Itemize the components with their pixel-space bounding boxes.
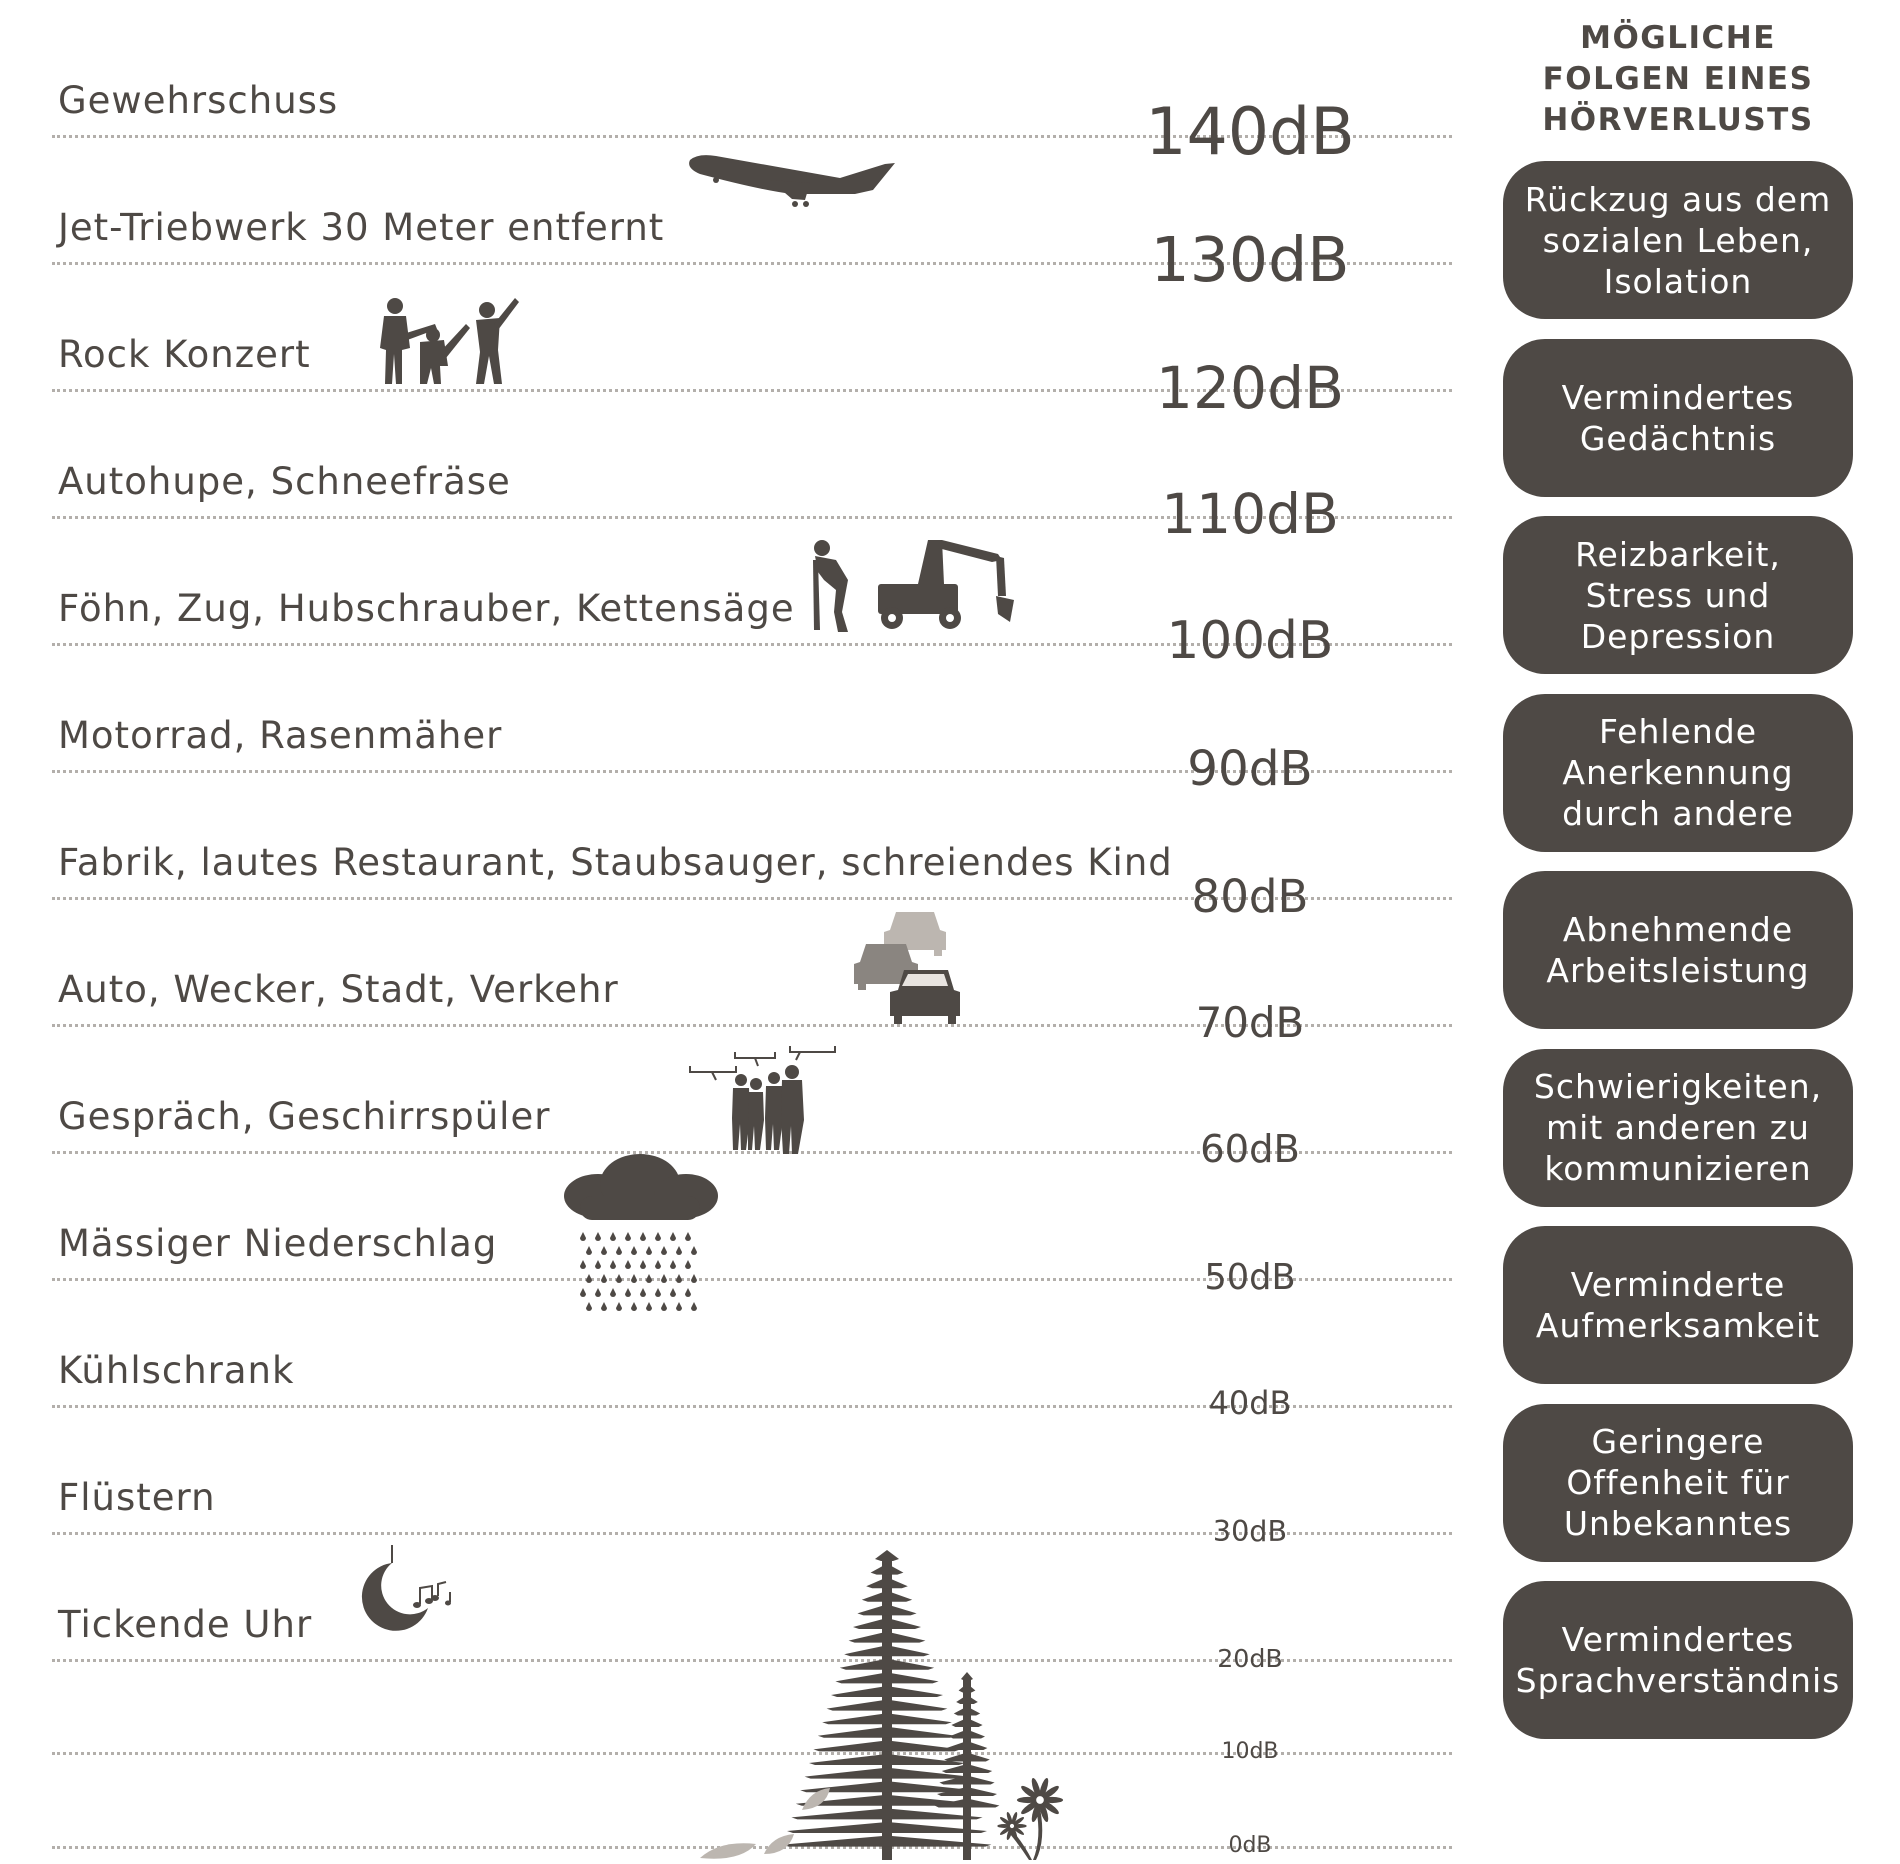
tree-branch	[875, 1550, 899, 1561]
raindrop	[655, 1232, 661, 1241]
tree-branch	[947, 1741, 988, 1750]
raindrop	[595, 1232, 601, 1241]
raindrop	[631, 1274, 637, 1283]
moon-music-icon	[362, 1545, 451, 1631]
noise-source-label: Jet-Triebwerk 30 Meter entfernt	[58, 206, 665, 249]
tree-branch	[822, 1713, 952, 1724]
consequence-box	[1503, 1404, 1853, 1562]
cars-traffic-icon	[854, 912, 960, 1024]
raindrop	[670, 1260, 676, 1269]
tree-branch	[787, 1822, 987, 1833]
raindrop	[580, 1232, 586, 1241]
tree-branch	[949, 1730, 985, 1739]
tree-branch	[857, 1604, 916, 1615]
rock-band-icon	[380, 298, 519, 384]
consequence-box	[1503, 1226, 1853, 1384]
noise-source-label: Motorrad, Rasenmäher	[58, 714, 503, 757]
tree-branch	[818, 1727, 956, 1738]
consequences-title	[1498, 18, 1858, 141]
db-value-label: 0dB	[1228, 1832, 1272, 1858]
noise-source-label: Autohupe, Schneefräse	[58, 460, 511, 503]
db-value-label: 60dB	[1200, 1126, 1300, 1172]
db-value-label: 80dB	[1191, 869, 1309, 923]
raindrop	[661, 1246, 667, 1255]
tree-branch	[783, 1836, 992, 1847]
db-value-label: 70dB	[1195, 998, 1305, 1048]
db-value-label: 110dB	[1161, 482, 1339, 547]
raindrop	[610, 1260, 616, 1269]
tree-branch	[942, 1764, 992, 1773]
raindrop	[691, 1274, 697, 1283]
raindrop	[661, 1274, 667, 1283]
raindrop	[625, 1288, 631, 1297]
consequence-box	[1503, 1049, 1853, 1207]
raindrop	[640, 1232, 646, 1241]
noise-source-label: Kühlschrank	[58, 1349, 295, 1392]
consequences-title-line: FOLGEN EINES	[1542, 61, 1814, 97]
raindrop	[580, 1260, 586, 1269]
tree-branch	[840, 1659, 934, 1670]
db-value-label: 140dB	[1145, 95, 1355, 171]
db-value-label: 50dB	[1204, 1256, 1296, 1298]
noise-source-label: Flüstern	[58, 1476, 216, 1519]
db-value-label: 90dB	[1187, 740, 1313, 797]
raindrop	[601, 1274, 607, 1283]
raindrop	[676, 1302, 682, 1311]
flower-center	[1035, 1795, 1045, 1805]
raindrop	[646, 1302, 652, 1311]
tree-branch	[944, 1753, 990, 1762]
raindrop	[655, 1288, 661, 1297]
talking-people-icon	[690, 1046, 835, 1154]
raindrop	[646, 1274, 652, 1283]
raindrop	[625, 1260, 631, 1269]
fir-trees-icon	[783, 1550, 1000, 1860]
tree-branch	[791, 1808, 982, 1819]
flower-icon	[997, 1777, 1063, 1860]
tree-branch	[951, 1718, 982, 1727]
tree-branch	[849, 1632, 926, 1643]
consequence-box	[1503, 871, 1853, 1029]
raindrop	[616, 1246, 622, 1255]
noise-source-label: Gewehrschuss	[58, 79, 339, 122]
consequences-title-line: MÖGLICHE	[1580, 20, 1776, 56]
raindrop	[691, 1246, 697, 1255]
consequence-text: Vermindertes Gedächtnis	[1561, 377, 1795, 458]
raindrop	[595, 1288, 601, 1297]
raindrop	[610, 1288, 616, 1297]
raindrop	[685, 1260, 691, 1269]
tree-branch	[871, 1564, 904, 1575]
flower-center	[1009, 1823, 1015, 1829]
tree-branch	[813, 1740, 960, 1751]
raindrop	[670, 1232, 676, 1241]
tree-branch	[853, 1618, 921, 1629]
tree-branch	[805, 1768, 970, 1779]
raindrop	[586, 1246, 592, 1255]
noise-source-label: Tickende Uhr	[58, 1603, 313, 1646]
consequence-box	[1503, 339, 1853, 497]
tree-branch	[954, 1707, 980, 1716]
raindrop	[601, 1302, 607, 1311]
raindrop	[685, 1232, 691, 1241]
consequence-text: Rückzug aus dem sozialen Leben, Isolation	[1524, 179, 1832, 301]
raindrop	[616, 1302, 622, 1311]
consequence-text: Geringere Offenheit für Unbekanntes	[1563, 1422, 1793, 1543]
consequence-text: Reizbarkeit, Stress und Depression	[1575, 534, 1781, 656]
db-value-label: 120dB	[1155, 353, 1345, 422]
consequence-box	[1503, 694, 1853, 852]
raindrop	[640, 1288, 646, 1297]
consequence-box	[1503, 161, 1853, 319]
db-value-label: 40dB	[1208, 1384, 1292, 1423]
raindrop	[640, 1260, 646, 1269]
noise-source-label: Mässiger Niederschlag	[58, 1222, 498, 1265]
raindrop	[580, 1288, 586, 1297]
raindrop	[625, 1232, 631, 1241]
tree-branch	[959, 1684, 976, 1693]
raindrop	[601, 1246, 607, 1255]
jackhammer-worker-icon	[813, 540, 848, 632]
db-value-label: 20dB	[1217, 1643, 1283, 1673]
raindrop	[586, 1302, 592, 1311]
raindrop	[655, 1260, 661, 1269]
consequences-title-line: HÖRVERLUSTS	[1542, 102, 1814, 138]
tree-branch	[831, 1686, 943, 1697]
raindrop	[616, 1274, 622, 1283]
db-value-label: 30dB	[1212, 1514, 1288, 1549]
raindrop	[595, 1260, 601, 1269]
consequence-box	[1503, 1581, 1853, 1739]
db-value-label: 130dB	[1150, 223, 1350, 296]
tree-branch	[862, 1591, 912, 1602]
leaves-icon	[700, 1788, 830, 1859]
db-value-label: 10dB	[1221, 1738, 1279, 1764]
raindrop	[661, 1302, 667, 1311]
tree-branch	[844, 1645, 930, 1656]
noise-source-label: Gespräch, Geschirrspüler	[58, 1095, 551, 1138]
noise-source-label: Föhn, Zug, Hubschrauber, Kettensäge	[58, 587, 795, 630]
raindrop	[646, 1246, 652, 1255]
consequence-text: Abnehmende Arbeitsleistung	[1546, 910, 1810, 990]
tree-branch	[827, 1700, 948, 1711]
tree-branch	[956, 1695, 978, 1704]
raindrop	[586, 1274, 592, 1283]
rain-cloud-icon	[564, 1154, 718, 1311]
db-value-label: 100dB	[1166, 611, 1334, 672]
noise-source-label: Fabrik, lautes Restaurant, Staubsauger, schreiendes Kind	[58, 841, 1173, 884]
tree-branch	[835, 1672, 938, 1683]
consequence-box	[1503, 516, 1853, 674]
consequence-text: Schwierigkeiten, mit anderen zu kommunizieren	[1533, 1067, 1823, 1188]
raindrop	[691, 1302, 697, 1311]
raindrop	[631, 1302, 637, 1311]
excavator-icon	[878, 540, 1014, 629]
airplane-icon	[689, 155, 895, 207]
noise-source-label: Rock Konzert	[58, 333, 311, 376]
tree-branch	[809, 1754, 965, 1765]
raindrop	[676, 1246, 682, 1255]
raindrop	[676, 1274, 682, 1283]
raindrop	[610, 1232, 616, 1241]
raindrop	[631, 1246, 637, 1255]
raindrop	[685, 1288, 691, 1297]
consequence-text: Fehlende Anerkennung durch andere	[1562, 712, 1794, 833]
tree-branch	[866, 1577, 908, 1588]
consequence-text: Verminderte Aufmerksamkeit	[1535, 1265, 1821, 1345]
noise-source-label: Auto, Wecker, Stadt, Verkehr	[58, 968, 619, 1011]
raindrop	[670, 1288, 676, 1297]
consequence-text: Vermindertes Sprachverständnis	[1515, 1620, 1841, 1700]
tree-branch	[961, 1672, 973, 1681]
